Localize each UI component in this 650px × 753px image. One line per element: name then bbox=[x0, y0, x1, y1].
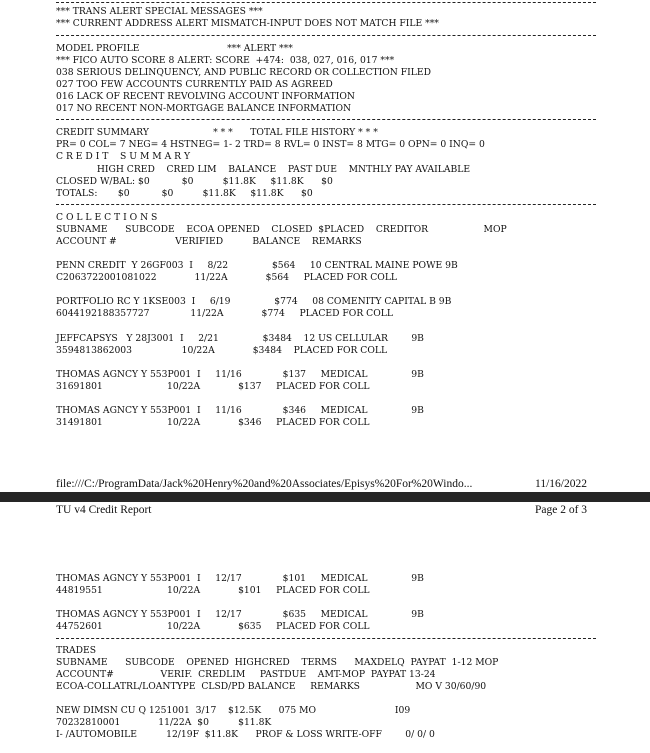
collections-line: PENN CREDIT Y 26GF003 I 8/22 $564 10 CENTRAL MAINE POWE 9B bbox=[56, 260, 458, 271]
trades-line: ACCOUNT# VERIF. CREDLIM PASTDUE AMT-MOP PAYPAT 13-24 bbox=[56, 669, 436, 680]
trades-line: NEW DIMSN CU Q 1251001 3/17 $12.5K 075 MO I09 bbox=[56, 705, 411, 716]
divider bbox=[56, 2, 596, 3]
collections-line: THOMAS AGNCY Y 553P001 I 11/16 $137 MEDICAL 9B bbox=[56, 369, 424, 380]
credit-summary-line: HIGH CRED CRED LIM BALANCE PAST DUE MNTHLY PAY AVAILABLE bbox=[56, 164, 471, 175]
divider bbox=[56, 119, 596, 120]
model-profile-line: 027 TOO FEW ACCOUNTS CURRENTLY PAID AS AGREED bbox=[56, 79, 333, 90]
collections-line: 6044192188357727 11/22A $774 PLACED FOR COLL bbox=[56, 308, 393, 319]
collections-line: SUBNAME SUBCODE ECOA OPENED CLOSED $PLACED CREDITOR MOP bbox=[56, 224, 507, 235]
alert-line: *** CURRENT ADDRESS ALERT MISMATCH-INPUT DOES NOT MATCH FILE *** bbox=[56, 18, 439, 29]
collections-line: 31491801 10/22A $346 PLACED FOR COLL bbox=[56, 417, 370, 428]
trades-line: TRADES bbox=[56, 645, 97, 656]
trades-line: I- /AUTOMOBILE 12/19F $11.8K PROF & LOSS WRITE-OFF 0/ 0/ 0 bbox=[56, 729, 435, 740]
collections-line: THOMAS AGNCY Y 553P001 I 11/16 $346 MEDICAL 9B bbox=[56, 405, 424, 416]
divider bbox=[56, 204, 596, 205]
credit-summary-line: C R E D I T S U M M A R Y bbox=[56, 151, 191, 162]
model-profile-line: *** FICO AUTO SCORE 8 ALERT: SCORE +474: 038, 027, 016, 017 *** bbox=[56, 55, 395, 66]
credit-summary-line: TOTALS: $0 $0 $11.8K $11.8K $0 bbox=[56, 188, 313, 199]
collections-line: 31691801 10/22A $137 PLACED FOR COLL bbox=[56, 381, 370, 392]
credit-summary-line: CREDIT SUMMARY * * * TOTAL FILE HISTORY * * * bbox=[56, 127, 378, 138]
collections-line: PORTFOLIO RC Y 1KSE003 I 6/19 $774 08 COMENITY CAPITAL B 9B bbox=[56, 296, 452, 307]
credit-summary-line: CLOSED W/BAL: $0 $0 $11.8K $11.8K $0 bbox=[56, 176, 333, 187]
collections-line: C2063722001081022 11/22A $564 PLACED FOR COLL bbox=[56, 272, 398, 283]
footer-date: 11/16/2022 bbox=[535, 478, 587, 490]
collections-line: ACCOUNT # VERIFIED BALANCE REMARKS bbox=[56, 236, 362, 247]
footer-file-path: file:///C:/ProgramData/Jack%20Henry%20and%20Associates/Episys%20For%20Windo... bbox=[56, 478, 473, 490]
model-profile-line: 016 LACK OF RECENT REVOLVING ACCOUNT INFORMATION bbox=[56, 91, 355, 102]
page-break bbox=[0, 492, 650, 502]
collections-line: 44752601 10/22A $635 PLACED FOR COLL bbox=[56, 621, 370, 632]
collections-line: JEFFCAPSYS Y 28J3001 I 2/21 $3484 12 US CELLULAR 9B bbox=[56, 333, 424, 344]
divider bbox=[56, 35, 596, 36]
divider bbox=[56, 638, 596, 639]
collections-line: 44819551 10/22A $101 PLACED FOR COLL bbox=[56, 585, 370, 596]
trades-line: ECOA-COLLATRL/LOANTYPE CLSD/PD BALANCE REMARKS MO V 30/60/90 bbox=[56, 681, 487, 692]
collections-line: C O L L E C T I O N S bbox=[56, 212, 158, 223]
page-number: Page 2 of 3 bbox=[535, 504, 588, 516]
collections-line: 3594813862003 10/22A $3484 PLACED FOR COLL bbox=[56, 345, 388, 356]
collections-line: THOMAS AGNCY Y 553P001 I 12/17 $101 MEDICAL 9B bbox=[56, 573, 424, 584]
trades-line: SUBNAME SUBCODE OPENED HIGHCRED TERMS MAXDELQ PAYPAT 1-12 MOP bbox=[56, 657, 499, 668]
collections-line: THOMAS AGNCY Y 553P001 I 12/17 $635 MEDICAL 9B bbox=[56, 609, 424, 620]
model-profile-line: 038 SERIOUS DELINQUENCY, AND PUBLIC RECORD OR COLLECTION FILED bbox=[56, 67, 431, 78]
alert-line: *** TRANS ALERT SPECIAL MESSAGES *** bbox=[56, 6, 263, 17]
page-header-title: TU v4 Credit Report bbox=[56, 504, 152, 516]
model-profile-line: 017 NO RECENT NON-MORTGAGE BALANCE INFORMATION bbox=[56, 103, 352, 114]
model-profile-line: MODEL PROFILE *** ALERT *** bbox=[56, 43, 293, 54]
trades-line: 70232810001 11/22A $0 $11.8K bbox=[56, 717, 272, 728]
credit-summary-line: PR= 0 COL= 7 NEG= 4 HSTNEG= 1- 2 TRD= 8 RVL= 0 INST= 8 MTG= 0 OPN= 0 INQ= 0 bbox=[56, 139, 485, 150]
